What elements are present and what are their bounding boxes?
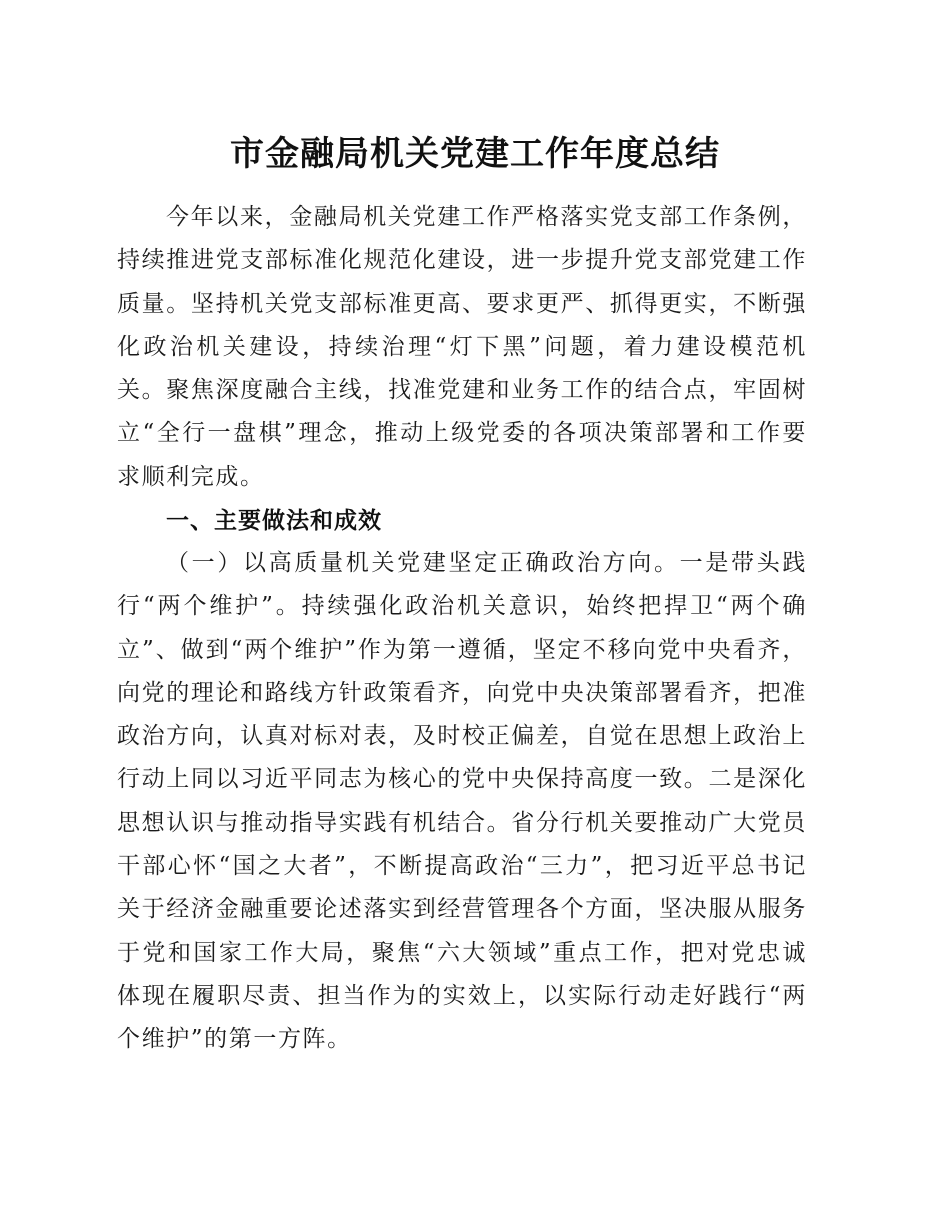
section-heading: 一、主要做法和成效: [166, 508, 382, 534]
section-paragraph: （一）以高质量机关党建坚定正确政治方向。一是带头践行“两个维护”。持续强化政治机关意识，始终把捍卫“两个确立”、做到“两个维护”作为第一遵循，坚定不移向党中央看齐，向党的理论和路线方针政策看齐，向党中央决策部署看齐，把准政治方向，认真对标对表，及时校正偏差，自觉在思想上政治上行动上同以习近平同志为核心的党中央保持高度一致。二是深化思想认识与推动指导实践有机结合。省分行机关要推动广大党员干部心怀“国之大者”，不断提高政治“三力”，把习近平总书记关于经济金融重要论述落实到经营管理各个方面，坚决服从服务于党和国家工作大局，聚焦“六大领域”重点工作，把对党忠诚体现在履职尽责、担当作为的实效上，以实际行动走好践行“两个维护”的第一方阵。: [117, 550, 807, 1053]
intro-paragraph: 今年以来，金融局机关党建工作严格落实党支部工作条例，持续推进党支部标准化规范化建设，进一步提升党支部党建工作质量。坚持机关党支部标准更高、要求更严、抓得更实，不断强化政治机关建设，持续治理“灯下黑”问题，着力建设模范机关。聚焦深度融合主线，找准党建和业务工作的结合点，牢固树立“全行一盘棋”理念，推动上级党委的各项决策部署和工作要求顺利完成。: [117, 204, 807, 490]
document-title: 市金融局机关党建工作年度总结: [230, 134, 720, 174]
intro-section: [117, 196, 807, 499]
section-body: [117, 542, 807, 1062]
